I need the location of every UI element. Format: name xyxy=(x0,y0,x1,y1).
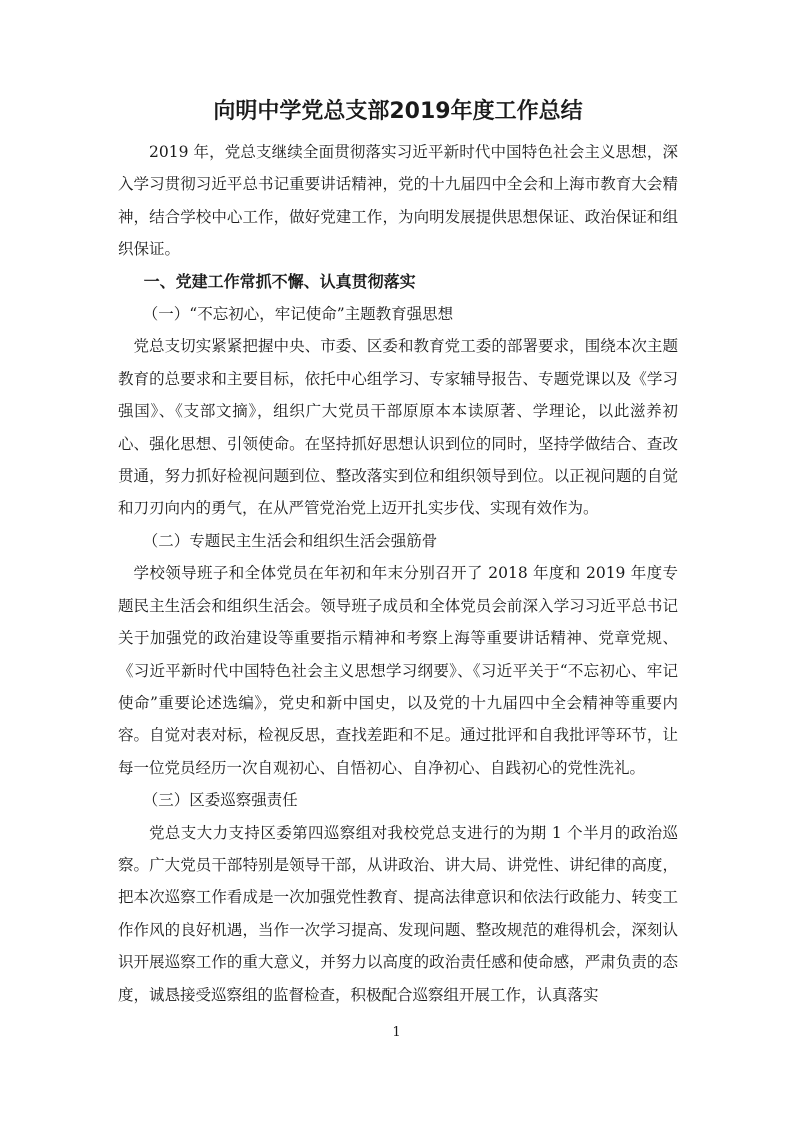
subsection-paragraph-3: 党总支大力支持区委第四巡察组对我校党总支进行的为期 1 个半月的政治巡察。广大党员干部特别是领导干部，从讲政治、讲大局、讲党性、讲纪律的高度，把本次巡察工作看成是一次加强党性教育、提高法律意识和依法行政能力、转变工作作风的良好机遇，当作一次学习提高、发现问题、整改规范的难得机会，深刻认识开展巡察工作的重大意义，并努力以高度的政治责任感和使命感，严肃负责的态度，诚恳接受巡察组的监督检查，积极配合巡察组开展工作，认真落实 xyxy=(118,823,678,1004)
subsection-paragraph-2: 学校领导班子和全体党员在年初和年末分别召开了 2018 年度和 2019 年度专题民主生活会和组织生活会。领导班子成员和全体党员会前深入学习习近平总书记关于加强党的政治建设等重要指示精神和考察上海等重要讲话精神、党章党规、《习近平新时代中国特色社会主义思想学习纲要》、《习近平关于“不忘初心、牢记使命”重要论述选编》，党史和新中国史，以及党的十九届四中全会精神等重要内容。自觉对表对标，检视反思，查找差距和不足。通过批评和自我批评等环节，让每一位党员经历一次自观初心、自悟初心、自净初心、自践初心的党性洗礼。 xyxy=(118,564,678,777)
subsection-heading-3: （三）区委巡察强责任 xyxy=(142,791,298,810)
intro-paragraph: 2019 年，党总支继续全面贯彻落实习近平新时代中国特色社会主义思想，深入学习贯彻习近平总书记重要讲话精神，党的十九届四中全会和上海市教育大会精神，结合学校中心工作，做好党建工作，为向明发展提供思想保证、政治保证和组织保证。 xyxy=(118,143,678,259)
subsection-heading-2: （二）专题民主生活会和组织生活会强筋骨 xyxy=(142,531,438,550)
page-number: 1 xyxy=(392,1025,401,1040)
subsection-paragraph-1: 党总支切实紧紧把握中央、市委、区委和教育党工委的部署要求，围绕本次主题教育的总要求和主要目标，依托中心组学习、专家辅导报告、专题党课以及《学习强国》、《支部文摘》，组织广大党员干部原原本本读原著、学理论，以此滋养初心、强化思想、引领使命。在坚持抓好思想认识到位的同时，坚持学做结合、查改贯通，努力抓好检视问题到位、整改落实到位和组织领导到位。以正视问题的自觉和刀刃向内的勇气，在从严管党治党上迈开扎实步伐、实现有效作为。 xyxy=(118,337,678,518)
document-title: 向明中学党总支部2019年度工作总结 xyxy=(213,99,583,124)
subsection-heading-1: （一）“不忘初心，牢记使命”主题教育强思想 xyxy=(142,305,454,324)
section-heading-1: 一、党建工作常抓不懈、认真贯彻落实 xyxy=(143,271,416,291)
document-body xyxy=(118,96,678,1011)
